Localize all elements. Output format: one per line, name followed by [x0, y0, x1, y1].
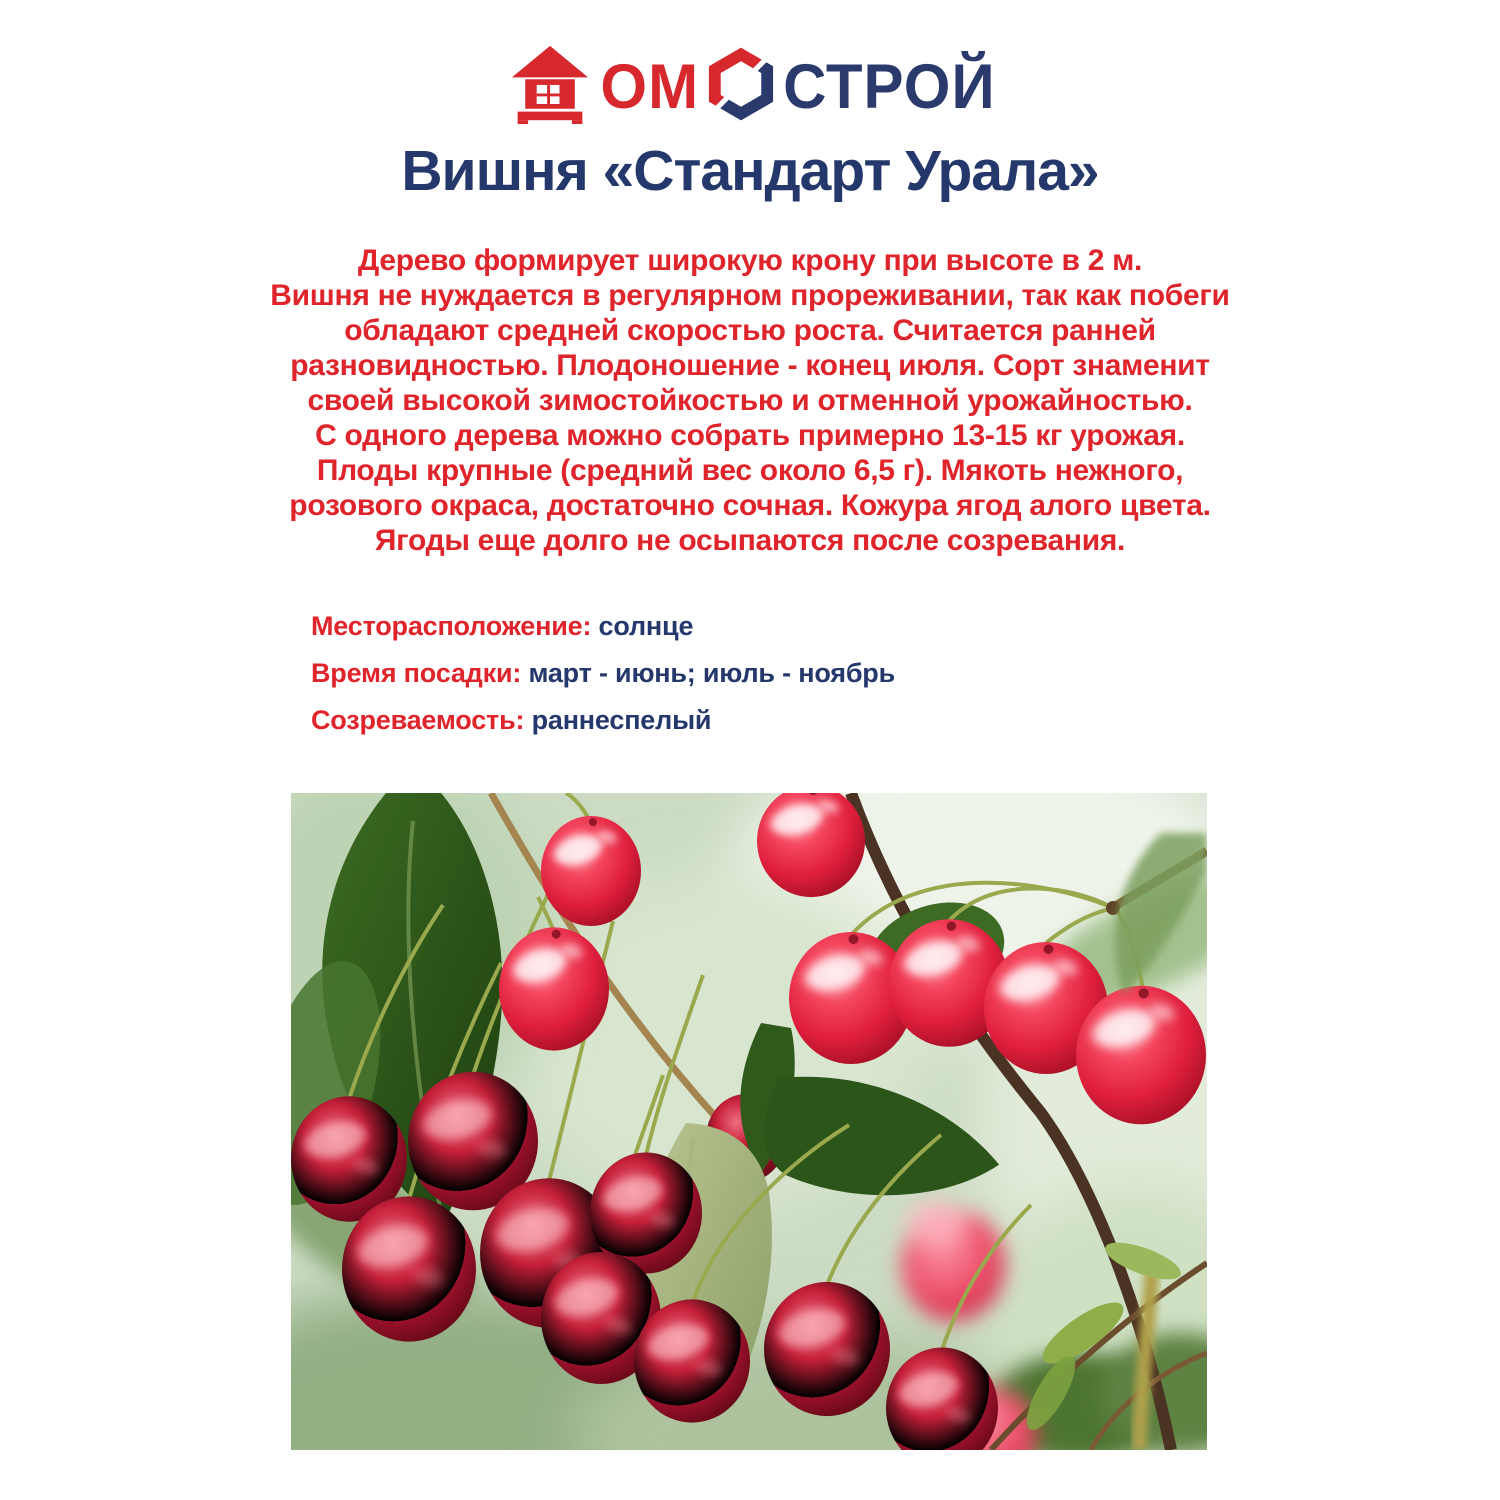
- attribute-value: солнце: [598, 611, 694, 641]
- logo-text-om: ОМ: [600, 50, 700, 122]
- attributes-list: [311, 612, 895, 753]
- house-icon: [504, 44, 596, 129]
- attribute-row: [311, 706, 895, 735]
- description-line: С одного дерева можно собрать примерно 13-15 кг урожая.: [315, 419, 1185, 452]
- description-paragraph: [120, 243, 1380, 558]
- brand-logo: [0, 44, 1500, 129]
- page-title: Вишня «Стандарт Урала»: [401, 139, 1099, 203]
- description-line: обладают средней скоростью роста. Считается ранней: [344, 314, 1156, 347]
- description-line: Ягоды еще долго не осыпаются после созревания.: [374, 524, 1126, 557]
- description-line: Плоды крупные (средний вес около 6,5 г). Мякоть нежного,: [316, 454, 1184, 487]
- attribute-row: [311, 612, 895, 641]
- description-line: своей высокой зимостойкостью и отменной урожайностью.: [307, 384, 1193, 417]
- description-line: розового окраса, достаточно сочная. Кожура ягод алого цвета.: [289, 489, 1211, 522]
- description-line: Дерево формирует широкую крону при высоте в 2 м.: [357, 244, 1143, 277]
- description-line: разновидностью. Плодоношение - конец июля. Сорт знаменит: [290, 349, 1210, 382]
- description-line: Вишня не нуждается в регулярном прореживании, так как побеги: [270, 279, 1230, 312]
- attribute-row: [311, 659, 895, 688]
- attribute-label: Созреваемость:: [311, 705, 525, 735]
- attribute-value: раннеспелый: [531, 705, 712, 735]
- logo-text-stroy: СТРОЙ: [783, 50, 996, 122]
- circular-arrows-o-icon: [703, 46, 779, 127]
- cherry-branch-photo: [291, 793, 1207, 1450]
- attribute-value: март - июнь; июль - ноябрь: [528, 658, 895, 688]
- attribute-label: Месторасположение:: [311, 611, 592, 641]
- attribute-label: Время посадки:: [311, 658, 522, 688]
